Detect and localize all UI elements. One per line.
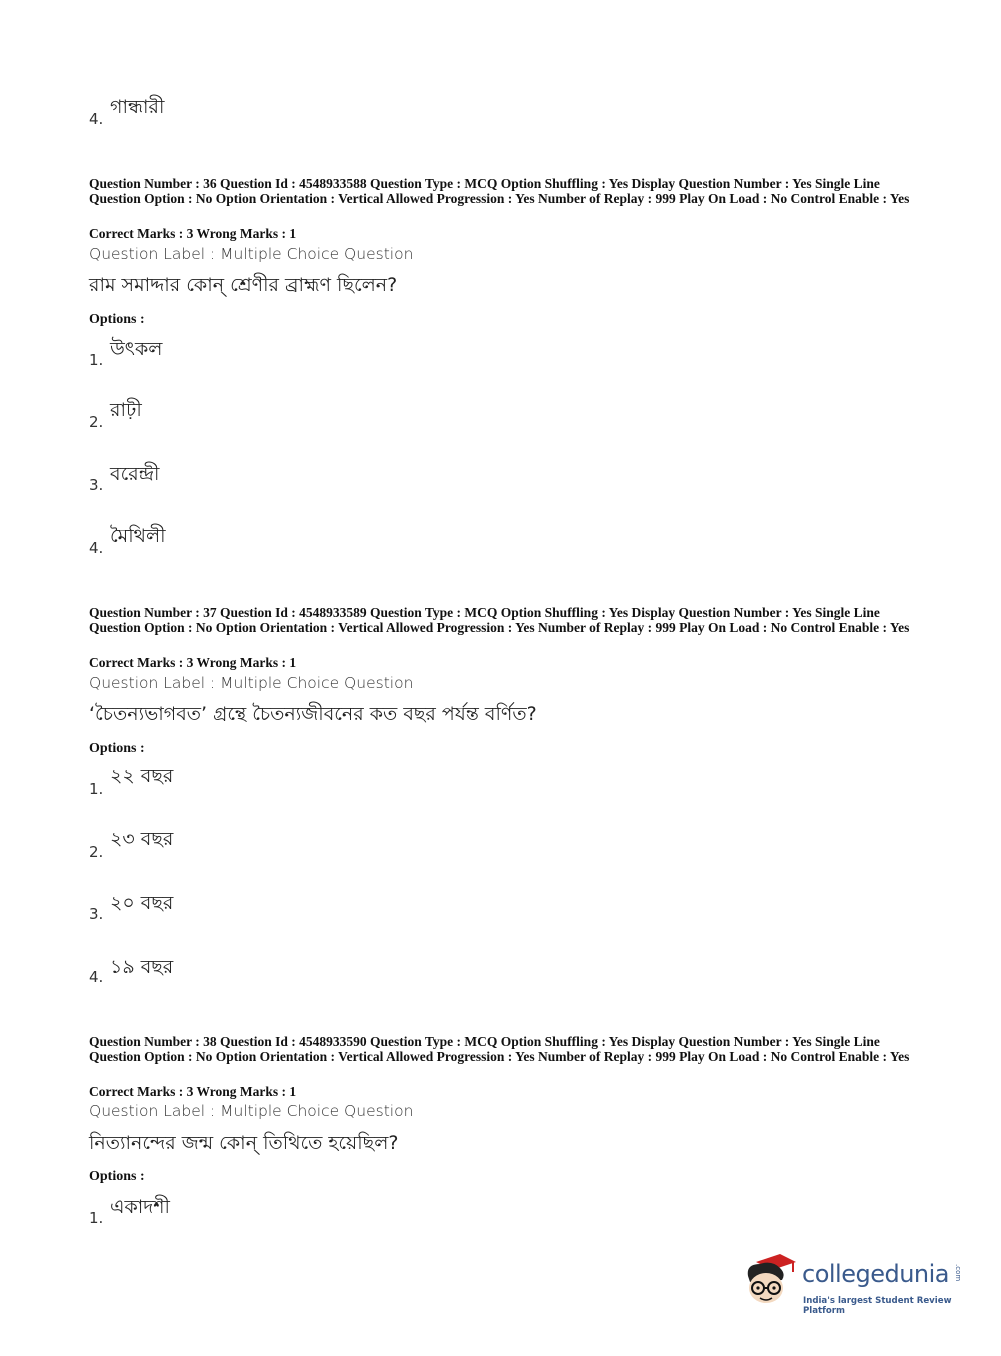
logo-tagline: India's largest Student Review Platform bbox=[803, 1296, 952, 1316]
question-text: ‘চৈতন্যভাগবত’ গ্রন্থে চৈতন্যজীবনের কত বছর পর্যন্ত বর্ণিত? bbox=[89, 703, 537, 725]
option-text: রাঢ়ী bbox=[110, 399, 142, 421]
option-number: 4. bbox=[89, 110, 104, 128]
option-text: মৈথিলী bbox=[110, 525, 166, 547]
options-heading: Options : bbox=[89, 1169, 145, 1184]
logo-wordmark: collegedunia bbox=[802, 1260, 950, 1288]
question-meta: Question Number : 37 Question Id : 4548933589 Question Type : MCQ Option Shuffling : Yes Display Question Number : Yes Single Line Question Option : No Option Orientation : Vertical Allowed Progression : Yes Number of Replay : 999 Play On Load : No Control Enable : Yes bbox=[89, 605, 910, 635]
question-label: Question Label : Multiple Choice Question bbox=[89, 674, 414, 692]
question-text: রাম সমাদ্দার কোন্ শ্রেণীর ব্রাহ্মণ ছিলেন? bbox=[89, 274, 398, 296]
mascot-icon bbox=[742, 1250, 798, 1308]
option-number: 4. bbox=[89, 968, 104, 986]
question-meta: Question Number : 38 Question Id : 4548933590 Question Type : MCQ Option Shuffling : Yes Display Question Number : Yes Single Line Question Option : No Option Orientation : Vertical Allowed Progression : Yes Number of Replay : 999 Play On Load : No Control Enable : Yes bbox=[89, 1034, 910, 1064]
logo-suffix: .com bbox=[954, 1264, 962, 1282]
option-text: ২৩ বছর bbox=[110, 828, 174, 850]
question-label: Question Label : Multiple Choice Question bbox=[89, 245, 414, 263]
question-marks: Correct Marks : 3 Wrong Marks : 1 bbox=[89, 226, 297, 241]
options-heading: Options : bbox=[89, 312, 145, 327]
question-label: Question Label : Multiple Choice Question bbox=[89, 1102, 414, 1120]
option-number: 3. bbox=[89, 905, 104, 923]
options-heading: Options : bbox=[89, 741, 145, 756]
option-text: একাদশী bbox=[110, 1196, 170, 1218]
option-number: 3. bbox=[89, 476, 104, 494]
option-number: 4. bbox=[89, 539, 104, 557]
question-text: নিত্যানন্দের জন্ম কোন্ তিথিতে হয়েছিল? bbox=[89, 1132, 399, 1154]
option-number: 1. bbox=[89, 351, 104, 369]
option-number: 1. bbox=[89, 780, 104, 798]
question-marks: Correct Marks : 3 Wrong Marks : 1 bbox=[89, 655, 297, 670]
collegedunia-logo bbox=[742, 1250, 972, 1316]
option-text: বরেন্দ্রী bbox=[110, 463, 160, 485]
option-text: ২০ বছর bbox=[110, 892, 174, 914]
question-meta: Question Number : 36 Question Id : 4548933588 Question Type : MCQ Option Shuffling : Yes Display Question Number : Yes Single Line Question Option : No Option Orientation : Vertical Allowed Progression : Yes Number of Replay : 999 Play On Load : No Control Enable : Yes bbox=[89, 176, 910, 206]
option-text: ২২ বছর bbox=[110, 765, 174, 787]
option-number: 1. bbox=[89, 1209, 104, 1227]
option-text: গান্ধারী bbox=[110, 96, 165, 118]
option-number: 2. bbox=[89, 843, 104, 861]
option-text: ১৯ বছর bbox=[110, 956, 174, 978]
option-number: 2. bbox=[89, 413, 104, 431]
option-text: উৎকল bbox=[110, 338, 163, 360]
question-marks: Correct Marks : 3 Wrong Marks : 1 bbox=[89, 1084, 297, 1099]
